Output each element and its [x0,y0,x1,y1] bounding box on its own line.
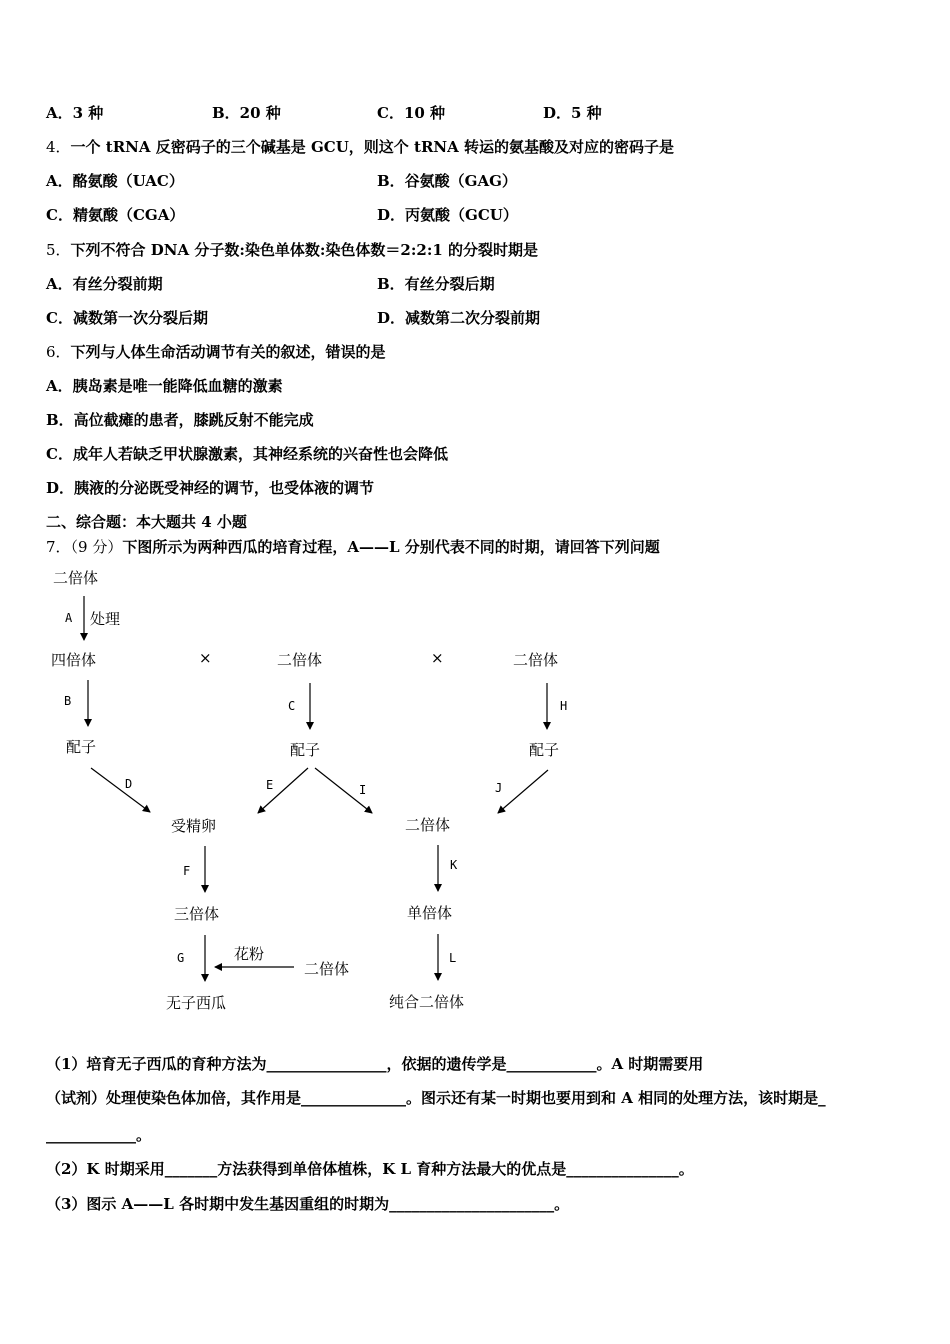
q3-option-b: B．20 种 [212,104,281,122]
pollen-label: 花粉 [234,945,265,963]
node-diploid-pollen: 二倍体 [304,960,350,978]
label-k: K [450,858,458,872]
q7-score: （9 分） [70,538,123,556]
node-haploid: 单倍体 [407,904,453,922]
q3-option-d: D．5 种 [543,104,602,122]
node-gamete-left: 配子 [66,738,97,756]
node-tetraploid: 四倍体 [51,651,97,669]
label-f: F [183,864,191,878]
q7-number: 7． [46,538,71,556]
q6-option-a: A．胰岛素是唯一能降低血糖的激素 [46,377,283,395]
q6-stem-text: 下列与人体生命活动调节有关的叙述，错误的是 [70,343,386,361]
node-diploid-right: 二倍体 [513,651,559,669]
q7-stem-text: 下图所示为两种西瓜的培育过程，A——L 分别代表不同的时期，请回答下列问题 [122,538,660,556]
q5-option-b: B．有丝分裂后期 [377,275,495,293]
node-diploid-mid: 二倍体 [277,651,323,669]
arrow-j [498,770,548,813]
q4-option-d: D．丙氨酸（GCU） [377,206,518,224]
label-j: J [495,781,503,795]
label-l: L [449,951,457,965]
node-zygote: 受精卵 [171,817,217,835]
q7-sub1-line3: ____________。 [46,1126,152,1144]
label-g: G [177,951,185,965]
node-diploid-center: 二倍体 [405,816,451,834]
q4-number: 4． [46,138,71,156]
label-c: C [288,699,296,713]
node-pure-diploid: 纯合二倍体 [389,993,465,1011]
q5-option-c: C．减数第一次分裂后期 [46,309,208,327]
label-e: E [266,778,274,792]
node-top-diploid: 二倍体 [53,569,99,587]
section-heading: 二、综合题：本大题共 4 小题 [46,513,247,531]
label-b: B [64,694,72,708]
cross-symbol-1: × [199,649,212,667]
arrow-d [91,768,150,812]
node-gamete-right: 配子 [529,741,560,759]
q4-option-b: B．谷氨酸（GAG） [377,172,517,190]
q7-sub2: （2）K 时期采用_______方法获得到单倍体植株，K L 育种方法最大的优点是_______________。 [46,1160,694,1178]
q6-option-d: D．胰液的分泌既受神经的调节，也受体液的调节 [46,479,375,497]
label-h: H [560,699,568,713]
q6-number: 6． [46,343,71,361]
q6-option-b: B．高位截瘫的患者，膝跳反射不能完成 [46,411,314,429]
q7-sub1-line1: （1）培育无子西瓜的育种方法为________________，依据的遗传学是____________。A 时期需要用 [46,1055,704,1073]
q7-sub1-line2: （试剂）处理使染色体加倍，其作用是______________。图示还有某一时期也要用到和 A 相同的处理方法，该时期是_ [46,1089,826,1107]
label-a: A [65,611,73,625]
q5-number: 5． [46,241,71,259]
q4-option-c: C．精氨酸（CGA） [46,206,185,224]
node-gamete-mid: 配子 [290,741,321,759]
q7-sub3: （3）图示 A——L 各时期中发生基因重组的时期为______________________。 [46,1195,570,1213]
q4-option-a: A．酪氨酸（UAC） [46,172,184,190]
treat-label: 处理 [90,610,121,628]
q5-option-a: A．有丝分裂前期 [46,275,163,293]
node-triploid: 三倍体 [174,905,220,923]
label-d: D [125,777,133,791]
q6-option-c: C．成年人若缺乏甲状腺激素，其神经系统的兴奋性也会降低 [46,445,448,463]
q5-option-d: D．减数第二次分裂前期 [377,309,541,327]
q4-stem-text: 一个 tRNA 反密码子的三个碱基是 GCU，则这个 tRNA 转运的氨基酸及对应的密码子是 [70,138,674,156]
q3-option-a: A．3 种 [46,104,104,122]
cross-symbol-2: × [431,649,444,667]
q5-stem-text: 下列不符合 DNA 分子数:染色单体数:染色体数＝2:2:1 的分裂时期是 [70,241,539,259]
label-i: I [359,783,367,797]
node-seedless-watermelon: 无子西瓜 [166,994,227,1012]
q3-option-c: C．10 种 [377,104,446,122]
